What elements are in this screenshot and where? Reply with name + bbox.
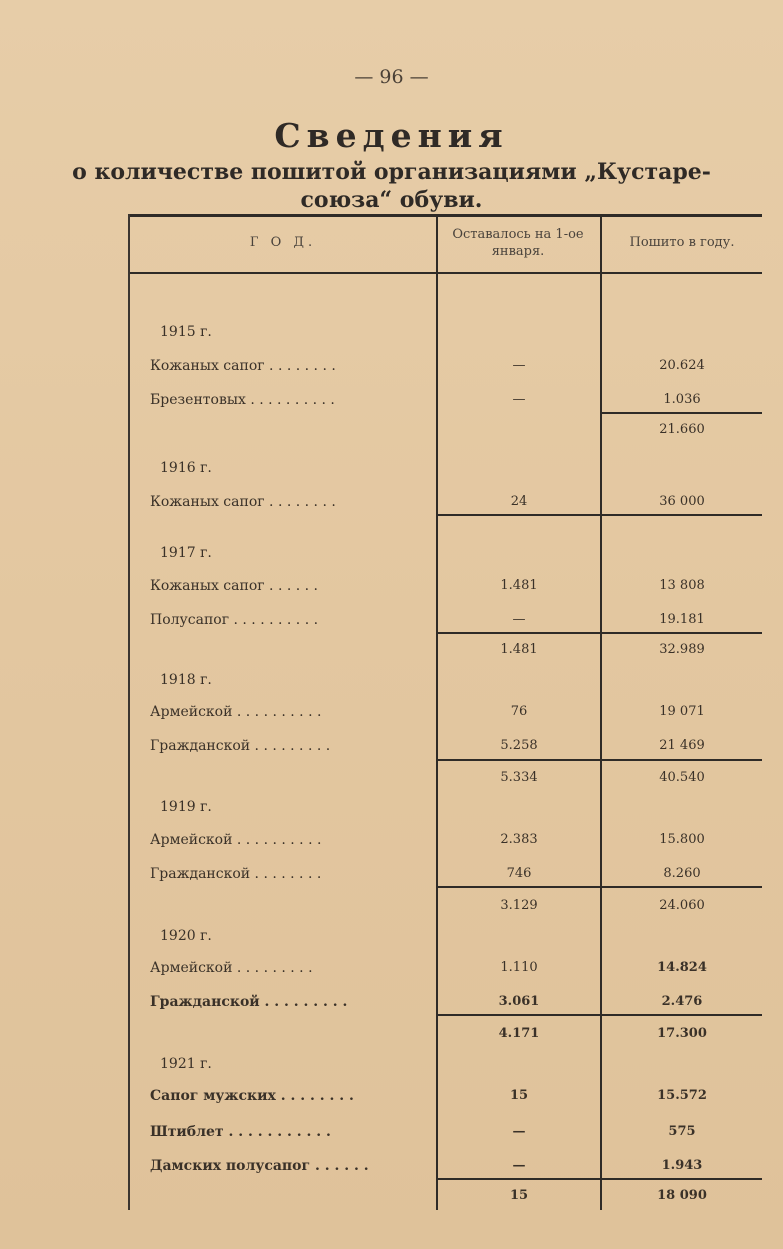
subtotal-rule: [438, 632, 762, 634]
cell-sewn: 13 808: [659, 578, 705, 593]
cell-sewn: 36 000: [659, 494, 705, 509]
cell-sewn: 14.824: [657, 960, 707, 975]
cell-remaining: —: [512, 392, 526, 407]
header-sewn: Пошито в году.: [629, 235, 735, 250]
cell-sewn: 575: [668, 1124, 696, 1139]
row-label: Кожаных сапог . . . . . . . .: [150, 358, 336, 374]
subtotal-remaining: 15: [509, 1188, 529, 1203]
cell-remaining: —: [512, 1124, 526, 1139]
subtotal-remaining: 3.129: [500, 898, 538, 913]
cell-remaining: 1.110: [500, 960, 538, 975]
cell-remaining: 24: [510, 494, 528, 509]
subtotal-sewn: 18 090: [657, 1188, 707, 1203]
header-remaining: Оставалось на 1-ое января.: [452, 227, 584, 259]
subtotal-sewn: 32.989: [659, 642, 705, 657]
cell-sewn: 20.624: [659, 358, 705, 373]
row-label: Армейской . . . . . . . . .: [150, 960, 313, 976]
subtotal-sewn: 17.300: [657, 1026, 707, 1041]
cell-remaining: 76: [510, 704, 528, 719]
row-label: Кожаных сапог . . . . . . . .: [150, 494, 336, 510]
cell-sewn: 21 469: [659, 738, 705, 753]
cell-remaining: —: [512, 612, 526, 627]
cell-sewn: 19.181: [659, 612, 705, 627]
row-label: Штиблет . . . . . . . . . . .: [150, 1124, 331, 1140]
subtotal-rule: [438, 1014, 762, 1016]
cell-remaining: 2.383: [500, 832, 538, 847]
subtotal-remaining: 4.171: [498, 1026, 540, 1041]
cell-sewn: 15.572: [657, 1088, 707, 1103]
subtotal-rule: [438, 514, 762, 516]
row-label: Гражданской . . . . . . . . .: [150, 994, 348, 1010]
subtotal-rule: [438, 759, 762, 761]
header-year: Г О Д.: [249, 235, 317, 250]
page-number: — 96 —: [354, 66, 429, 88]
row-label: Армейской . . . . . . . . . .: [150, 832, 322, 848]
subtotal-sewn: 21.660: [659, 422, 705, 437]
total-rule: [438, 1178, 762, 1180]
year-1921: 1921 г.: [160, 1056, 212, 1072]
cell-remaining: 15: [509, 1088, 529, 1103]
subtitle-line-2: союза“ обуви.: [300, 187, 483, 213]
page-subtitle: [40, 158, 743, 214]
subtotal-rule: [602, 412, 762, 414]
year-1915: 1915 г.: [160, 324, 212, 340]
row-label: Дамских полусапог . . . . . .: [150, 1158, 369, 1174]
cell-remaining: —: [512, 358, 526, 373]
subtotal-rule: [438, 886, 762, 888]
cell-sewn: 8.260: [663, 866, 701, 881]
footwear-table: [128, 214, 762, 1210]
header-bottom-rule: [130, 272, 762, 274]
year-1920: 1920 г.: [160, 928, 212, 944]
cell-remaining: 3.061: [498, 994, 540, 1009]
year-1917: 1917 г.: [160, 545, 212, 561]
row-label: Гражданской . . . . . . . . .: [150, 738, 331, 754]
page-title: Сведения: [274, 116, 509, 155]
cell-sewn: 15.800: [659, 832, 705, 847]
row-label: Полусапог . . . . . . . . . .: [150, 612, 319, 628]
year-1918: 1918 г.: [160, 672, 212, 688]
year-1916: 1916 г.: [160, 460, 212, 476]
subtitle-line-1: о количестве пошитой организациями „Кустаре-: [72, 159, 711, 185]
cell-sewn: 19 071: [659, 704, 705, 719]
subtotal-remaining: 5.334: [500, 770, 538, 785]
row-label: Кожаных сапог . . . . . .: [150, 578, 318, 594]
subtotal-sewn: 40.540: [659, 770, 705, 785]
subtotal-sewn: 24.060: [659, 898, 705, 913]
cell-remaining: 5.258: [500, 738, 538, 753]
cell-remaining: —: [512, 1158, 526, 1173]
year-1919: 1919 г.: [160, 799, 212, 815]
cell-sewn: 1.036: [663, 392, 701, 407]
row-label: Сапог мужских . . . . . . . .: [150, 1088, 354, 1104]
cell-sewn: 1.943: [661, 1158, 703, 1173]
row-label: Брезентовых . . . . . . . . . .: [150, 392, 335, 408]
header-top-rule: [130, 214, 762, 217]
cell-remaining: 746: [506, 866, 532, 881]
row-label: Гражданской . . . . . . . .: [150, 866, 322, 882]
row-label: Армейской . . . . . . . . . .: [150, 704, 322, 720]
cell-sewn: 2.476: [661, 994, 703, 1009]
subtotal-remaining: 1.481: [500, 642, 538, 657]
cell-remaining: 1.481: [500, 578, 538, 593]
